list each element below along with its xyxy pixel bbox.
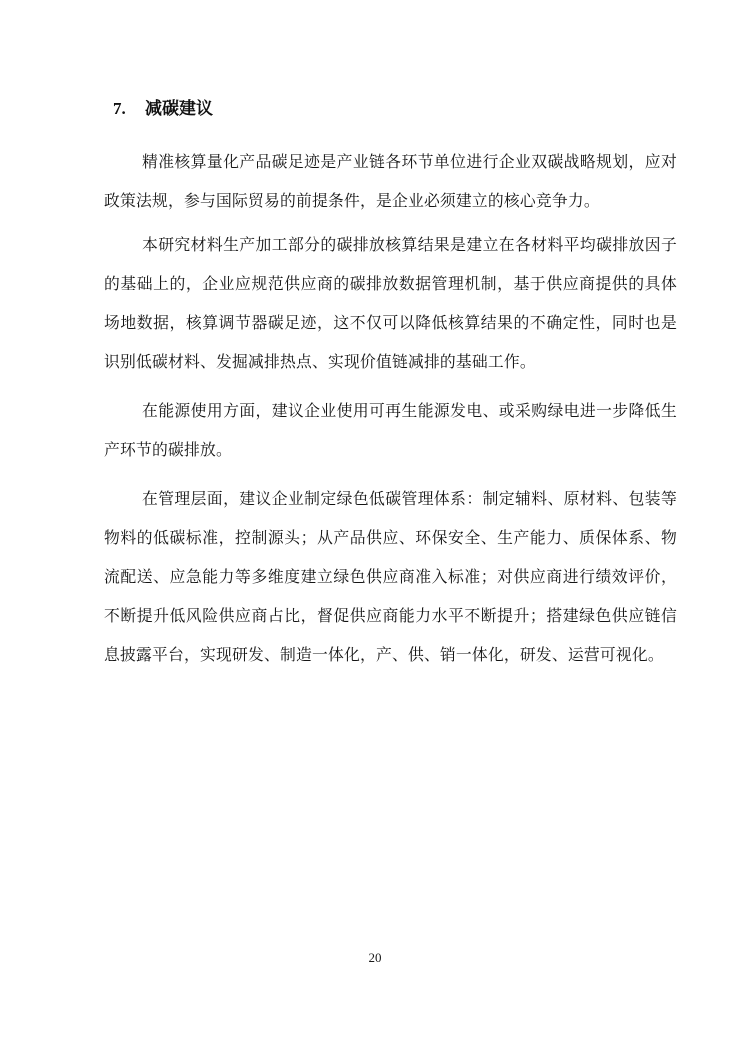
page-content [104, 96, 677, 675]
body-paragraph: 精准核算量化产品碳足迹是产业链各环节单位进行企业双碳战略规划，应对政策法规，参与国际贸易的前提条件，是企业必须建立的核心竞争力。 [104, 154, 677, 210]
body-paragraph: 本研究材料生产加工部分的碳排放核算结果是建立在各材料平均碳排放因子的基础上的，企业应规范供应商的碳排放数据管理机制，基于供应商提供的具体场地数据，核算调节器碳足迹，这不仅可以降低核算结果的不确定性，同时也是识别低碳材料、发掘减排热点、实现价值链减排的基础工作。 [104, 237, 677, 371]
section-number: 7. [113, 99, 126, 118]
section-heading [113, 96, 677, 121]
body-paragraph: 在能源使用方面，建议企业使用可再生能源发电、或采购绿电进一步降低生产环节的碳排放。 [104, 403, 677, 459]
section-title: 减碳建议 [145, 99, 213, 118]
page-number: 20 [368, 950, 382, 965]
body-paragraph: 在管理层面，建议企业制定绿色低碳管理体系：制定辅料、原材料、包装等物料的低碳标准，控制源头；从产品供应、环保安全、生产能力、质保体系、物流配送、应急能力等多维度建立绿色供应商准入标准；对供应商进行绩效评价，不断提升低风险供应商占比，督促供应商能力水平不断提升；搭建绿色供应链信息披露平台，实现研发、制造一体化，产、供、销一体化，研发、运营可视化。 [104, 491, 677, 664]
